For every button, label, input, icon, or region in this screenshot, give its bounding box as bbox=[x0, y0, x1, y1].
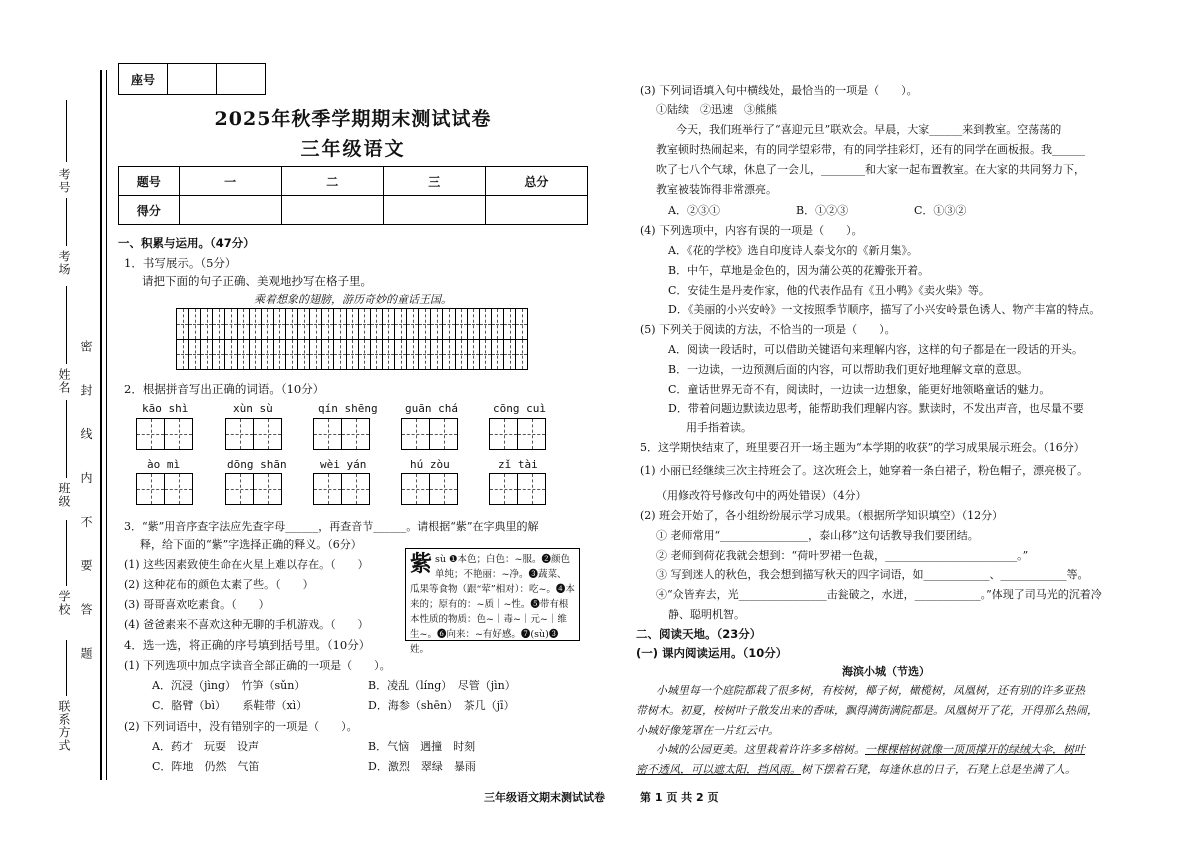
q4-3-option-c: C．①③② bbox=[914, 204, 967, 217]
grid-cell[interactable] bbox=[430, 309, 442, 339]
q3-item-4: (4) 爸爸素来不喜欢这种无聊的手机游戏。（ ） bbox=[124, 618, 369, 631]
grid-cell[interactable] bbox=[467, 340, 479, 370]
score-cell-1[interactable] bbox=[179, 196, 281, 225]
grid-cell[interactable] bbox=[382, 309, 394, 339]
grid-cell[interactable] bbox=[333, 340, 345, 370]
grid-cell[interactable] bbox=[224, 340, 236, 370]
grid-row-2 bbox=[177, 339, 527, 370]
seat-label: 座号 bbox=[119, 64, 168, 95]
margin-xingming-line bbox=[66, 286, 67, 364]
grid-cell[interactable] bbox=[394, 309, 406, 339]
q4-3-passage-2: 教室顿时热闹起来，有的同学望彩带，有的同学挂彩灯，还有的同学在画板报。我______ bbox=[656, 143, 1085, 156]
grid-cell[interactable] bbox=[237, 309, 249, 339]
q3-item-3: (3) 哥哥喜欢吃素食。（ ） bbox=[124, 598, 270, 611]
margin-lianxi-line bbox=[66, 640, 67, 696]
grid-cell[interactable] bbox=[188, 340, 200, 370]
footer-exam-name: 三年级语文期末测试试卷 bbox=[484, 791, 605, 804]
grid-cell[interactable] bbox=[333, 309, 345, 339]
q4-5-stem: (5) 下列关于阅读的方法，不恰当的一项是（ ）。 bbox=[640, 323, 896, 336]
score-table bbox=[118, 166, 588, 225]
q4-3-passage-1: 今天，我们班举行了“喜迎元旦”联欢会。早晨，大家______来到教室。空荡荡的 bbox=[676, 123, 1062, 136]
seat-cell-1[interactable] bbox=[168, 64, 217, 95]
q5-heading: 5．这学期快结束了，班里要召开一场主题为“本学期的收获”的学习成果展示班会。（16分） bbox=[640, 441, 1085, 454]
grid-cell[interactable] bbox=[406, 309, 418, 339]
q4-5-option-c: C．童话世界无奇不有，阅读时，一边读一边想象，能更好地领略童话的魅力。 bbox=[668, 383, 1051, 396]
grid-cell[interactable] bbox=[503, 309, 515, 339]
grid-cell[interactable] bbox=[455, 340, 467, 370]
tianzi-8[interactable] bbox=[313, 473, 370, 505]
q4-4-option-d: D．《美丽的小兴安岭》一文按照季节顺序，描写了小兴安岭景色诱人、物产丰富的特点。 bbox=[668, 303, 1101, 316]
q4-5-option-a: A．阅读一段话时，可以借助关键语句来理解内容，这样的句子都是在一段话的开头。 bbox=[668, 343, 1083, 356]
grid-cell[interactable] bbox=[442, 340, 454, 370]
grid-cell[interactable] bbox=[297, 340, 309, 370]
dict-text: sù ❶本色；白色：~服。❷颜色单纯；不艳丽：~净。❸蔬菜、瓜果等食物（跟“荤”相对）：吃~。❹本来的；原有的：~质｜~性。❺带有根本性质的物质：色~｜毒~｜元~｜维生~。❻向来：~有好感。❼(sù)❸姓。 bbox=[410, 554, 575, 655]
tianzi-9[interactable] bbox=[401, 473, 458, 505]
q4-2-stem: (2) 下列词语中，没有错别字的一项是（ ）。 bbox=[124, 720, 358, 733]
grid-cell[interactable] bbox=[358, 340, 370, 370]
q4-5-option-b: B．一边读，一边预测后面的内容，可以帮助我们更好地理解文章的意思。 bbox=[668, 363, 1029, 376]
grid-cell[interactable] bbox=[273, 309, 285, 339]
passage-p2-underlined-cont: 密不透风，可以遮太阳，挡风雨。 bbox=[636, 763, 801, 776]
q5-2-item-3: ③ 写到迷人的秋色，我会想到描写秋天的四字词语，如____________、____________等。 bbox=[656, 568, 1089, 581]
grid-cell[interactable] bbox=[503, 340, 515, 370]
tianzi-4[interactable] bbox=[401, 418, 458, 450]
grid-cell[interactable] bbox=[249, 309, 261, 339]
grid-cell[interactable] bbox=[418, 309, 430, 339]
pinyin-8: wèi yán bbox=[320, 458, 367, 471]
grid-cell[interactable] bbox=[285, 309, 297, 339]
q4-4-option-a: A．《花的学校》选自印度诗人泰戈尔的《新月集》。 bbox=[668, 244, 918, 257]
q4-3-stem: (3) 下列词语填入句中横线处，最恰当的一项是（ ）。 bbox=[640, 84, 918, 97]
q1-writing-grid[interactable] bbox=[176, 308, 528, 370]
grid-cell[interactable] bbox=[321, 309, 333, 339]
grid-cell[interactable] bbox=[261, 309, 273, 339]
grid-cell[interactable] bbox=[479, 340, 491, 370]
pinyin-5: cōng cuì bbox=[493, 402, 546, 415]
q5-2-stem: (2) 班会开始了，各小组纷纷展示学习成果。（根据所学知识填空）（12分） bbox=[640, 509, 1004, 522]
tianzi-7[interactable] bbox=[225, 473, 282, 505]
score-cell-2[interactable] bbox=[281, 196, 383, 225]
seat-box bbox=[118, 63, 266, 95]
seal-line-text: 密 封 线 内 不 要 答 题 bbox=[79, 340, 93, 673]
q5-2-item-2: ② 老师到荷花我就会想到：“荷叶罗裙一色裁，________________________。” bbox=[656, 549, 1029, 562]
dictionary-entry-box bbox=[405, 548, 580, 655]
grid-cell[interactable] bbox=[442, 309, 454, 339]
q4-5-option-d-cont: 用手指着读。 bbox=[686, 421, 752, 434]
q4-4-option-c: C．安徒生是丹麦作家，他的代表作品有《丑小鸭》《卖火柴》等。 bbox=[668, 284, 990, 297]
grid-cell[interactable] bbox=[491, 309, 503, 339]
grid-cell[interactable] bbox=[237, 340, 249, 370]
q4-3-options: ①陆续 ②迅速 ③熊熊 bbox=[656, 103, 777, 116]
q4-4-stem: (4) 下列选项中，内容有误的一项是（ ）。 bbox=[640, 224, 863, 237]
q4-heading: 4．选一选，将正确的序号填到括号里。（10分） bbox=[124, 638, 371, 652]
margin-banji: 班级 bbox=[57, 482, 71, 508]
grid-row-1 bbox=[177, 309, 527, 339]
grid-cell[interactable] bbox=[467, 309, 479, 339]
q4-1-option-d: D．海参（shēn） 茶几（jī） bbox=[368, 699, 515, 712]
grid-cell[interactable] bbox=[382, 340, 394, 370]
grid-cell[interactable] bbox=[188, 309, 200, 339]
grid-cell[interactable] bbox=[261, 340, 273, 370]
q3-line-2: 释，给下面的“紫”字选择正确的释义。（6分） bbox=[140, 538, 362, 551]
q1-heading: 1．书写展示。（5分） bbox=[124, 256, 237, 270]
q5-1-stem: (1) 小丽已经继续三次主持班会了。这次班会上，她穿着一条白裙子，粉色帽子，漂亮极了。 bbox=[640, 464, 1089, 477]
margin-kaochang: 考场 bbox=[57, 250, 71, 276]
q2-heading: 2．根据拼音写出正确的词语。（10分） bbox=[124, 382, 325, 396]
tianzi-5[interactable] bbox=[489, 418, 546, 450]
grid-cell[interactable] bbox=[224, 309, 236, 339]
q1-sentence: 乘着想象的翅膀，游历奇妙的童话王国。 bbox=[254, 293, 452, 306]
q4-2-option-b: B．气恼 遇撞 时刻 bbox=[368, 740, 476, 753]
grid-cell[interactable] bbox=[394, 340, 406, 370]
margin-xingming: 姓名 bbox=[57, 368, 71, 394]
section-2-1-heading: (一) 课内阅读运用。（10分） bbox=[636, 646, 788, 660]
score-header-1: 一 bbox=[179, 167, 281, 196]
tianzi-3[interactable] bbox=[313, 418, 370, 450]
score-header-tihao: 题号 bbox=[119, 167, 180, 196]
q3-item-2: (2) 这种花布的颜色太素了些。（ ） bbox=[124, 578, 314, 591]
dict-char: 紫 bbox=[410, 551, 433, 577]
grid-cell[interactable] bbox=[358, 309, 370, 339]
q5-2-item-1: ① 老师常用“________________，泰山移”这句话教导我们要团结。 bbox=[656, 529, 979, 542]
grid-cell[interactable] bbox=[297, 309, 309, 339]
margin-xuexiao: 学校 bbox=[57, 590, 71, 616]
pinyin-4: guān chá bbox=[405, 402, 458, 415]
q4-3-option-a: A．②③① bbox=[668, 204, 720, 217]
grid-cell[interactable] bbox=[455, 309, 467, 339]
q4-3-passage-4: 教室被装饰得非常漂亮。 bbox=[656, 183, 777, 196]
q4-1-option-b: B．凌乱（líng） 尽管（jìn） bbox=[368, 679, 516, 692]
pinyin-6: ào mì bbox=[147, 458, 181, 471]
grid-cell[interactable] bbox=[515, 309, 527, 339]
q4-4-option-b: B．中午，草地是金色的，因为蒲公英的花瓣张开着。 bbox=[668, 264, 930, 277]
margin-lianxi: 联系方式 bbox=[57, 700, 71, 752]
passage-p2-underlined: 一棵棵榕树就像一顶顶撑开的绿绒大伞，树叶 bbox=[865, 743, 1085, 756]
q4-3-passage-3: 吹了七八个气球，休息了一会儿，________和大家一起布置教室。在大家的共同努力下， bbox=[656, 163, 1085, 176]
tianzi-1[interactable] bbox=[136, 418, 193, 450]
q3-line-1: 3．“紫”用音序查字法应先查字母______，再查音节______。请根据“紫”在字典里的解 bbox=[124, 520, 539, 533]
q3-item-1: (1) 这些因素致使生命在火星上难以存在。（ ） bbox=[124, 558, 369, 571]
grid-cell[interactable] bbox=[370, 340, 382, 370]
q5-2-item-4-cont: 静、聪明机智。 bbox=[668, 608, 745, 621]
grid-cell[interactable] bbox=[177, 309, 188, 339]
section-2-heading: 二、阅读天地。（23分） bbox=[636, 627, 762, 641]
passage-p2-line2 bbox=[636, 761, 1076, 777]
margin-xuexiao-line bbox=[66, 520, 67, 586]
pinyin-9: hú zòu bbox=[410, 458, 450, 471]
grid-cell[interactable] bbox=[479, 309, 491, 339]
score-header-2: 二 bbox=[281, 167, 383, 196]
passage-p2-plain-cont: 树下摆着石凳，每逢休息的日子，石凳上总是坐满了人。 bbox=[801, 763, 1076, 776]
score-cell-3[interactable] bbox=[383, 196, 485, 225]
tianzi-6[interactable] bbox=[136, 473, 193, 505]
q4-2-option-c: C．阵地 仍然 气笛 bbox=[152, 760, 260, 773]
margin-kaohao: 考号 bbox=[57, 168, 71, 194]
footer-page-number: 第 1 页 共 2 页 bbox=[640, 791, 719, 804]
passage-p2-plain: 小城的公园更美。这里栽着许许多多榕树。 bbox=[656, 743, 865, 756]
pinyin-3: qín shēng bbox=[318, 402, 378, 415]
seat-cell-2[interactable] bbox=[217, 64, 266, 95]
pinyin-2: xùn sù bbox=[233, 402, 273, 415]
q4-1-option-a: A．沉浸（jìng） 竹笋（sǔn） bbox=[152, 679, 306, 692]
binding-line-inner bbox=[106, 70, 107, 780]
grid-cell[interactable] bbox=[418, 340, 430, 370]
q4-5-option-d: D．带着问题边默读边思考，能帮助我们理解内容。默读时，不发出声音，也尽量不要 bbox=[668, 402, 1084, 415]
grid-cell[interactable] bbox=[273, 340, 285, 370]
grid-cell[interactable] bbox=[346, 309, 358, 339]
exam-subject: 三年级语文 bbox=[300, 138, 406, 160]
passage-title: 海滨小城（节选） bbox=[842, 665, 930, 678]
binding-line-outer bbox=[100, 70, 102, 780]
q4-1-stem: (1) 下列选项中加点字读音全部正确的一项是（ ）。 bbox=[124, 659, 391, 672]
passage-p1-line3: 小城好像笼罩在一片红云中。 bbox=[636, 724, 779, 737]
score-row-label: 得分 bbox=[119, 196, 180, 225]
grid-cell[interactable] bbox=[249, 340, 261, 370]
q1-instruction: 请把下面的句子正确、美观地抄写在格子里。 bbox=[142, 274, 372, 288]
grid-cell[interactable] bbox=[285, 340, 297, 370]
grid-cell[interactable] bbox=[406, 340, 418, 370]
grid-cell[interactable] bbox=[491, 340, 503, 370]
margin-banji-line bbox=[66, 400, 67, 478]
q5-1-instruction: （用修改符号修改句中的两处错误）（4分） bbox=[656, 489, 867, 502]
score-header-3: 三 bbox=[383, 167, 485, 196]
grid-cell[interactable] bbox=[346, 340, 358, 370]
passage-p1-line2: 带树木。初夏，桉树叶子散发出来的香味，飘得满街满院都是。凤凰树开了花，开得那么热闹， bbox=[636, 704, 1098, 717]
grid-cell[interactable] bbox=[309, 340, 321, 370]
pinyin-7: dōng shān bbox=[227, 458, 287, 471]
q4-2-option-a: A．药才 玩耍 设声 bbox=[152, 740, 259, 753]
tianzi-2[interactable] bbox=[225, 418, 282, 450]
q5-2-item-4: ④“众皆弃去，光________________击瓮破之，水迸，____________。”体现了司马光的沉着冷 bbox=[656, 588, 1102, 601]
q4-1-option-c: C．胳臂（bì） 系鞋带（xì） bbox=[152, 699, 308, 712]
grid-cell[interactable] bbox=[177, 340, 188, 370]
exam-title: 2025年秋季学期期末测试试卷 bbox=[214, 108, 492, 130]
section-1-heading: 一、积累与运用。（47分） bbox=[118, 236, 255, 250]
q4-2-option-d: D．激烈 翠绿 暴雨 bbox=[368, 760, 476, 773]
pinyin-1: kāo shì bbox=[142, 402, 189, 415]
grid-cell[interactable] bbox=[212, 340, 224, 370]
grid-cell[interactable] bbox=[321, 340, 333, 370]
grid-cell[interactable] bbox=[212, 309, 224, 339]
grid-cell[interactable] bbox=[309, 309, 321, 339]
margin-kaohao-line bbox=[66, 100, 67, 162]
passage-p2-line1 bbox=[656, 741, 1085, 757]
pinyin-10: zǐ tài bbox=[498, 458, 538, 471]
grid-cell[interactable] bbox=[515, 340, 527, 370]
grid-cell[interactable] bbox=[430, 340, 442, 370]
grid-cell[interactable] bbox=[200, 340, 212, 370]
grid-cell[interactable] bbox=[370, 309, 382, 339]
margin-kaochang-line bbox=[66, 198, 67, 246]
tianzi-10[interactable] bbox=[489, 473, 546, 505]
grid-cell[interactable] bbox=[200, 309, 212, 339]
q4-3-option-b: B．①②③ bbox=[796, 204, 849, 217]
score-header-total: 总分 bbox=[485, 167, 587, 196]
passage-p1-line1: 小城里每一个庭院都栽了很多树，有桉树，椰子树，橄榄树，凤凰树，还有别的许多亚热 bbox=[656, 684, 1085, 697]
score-cell-total[interactable] bbox=[485, 196, 587, 225]
